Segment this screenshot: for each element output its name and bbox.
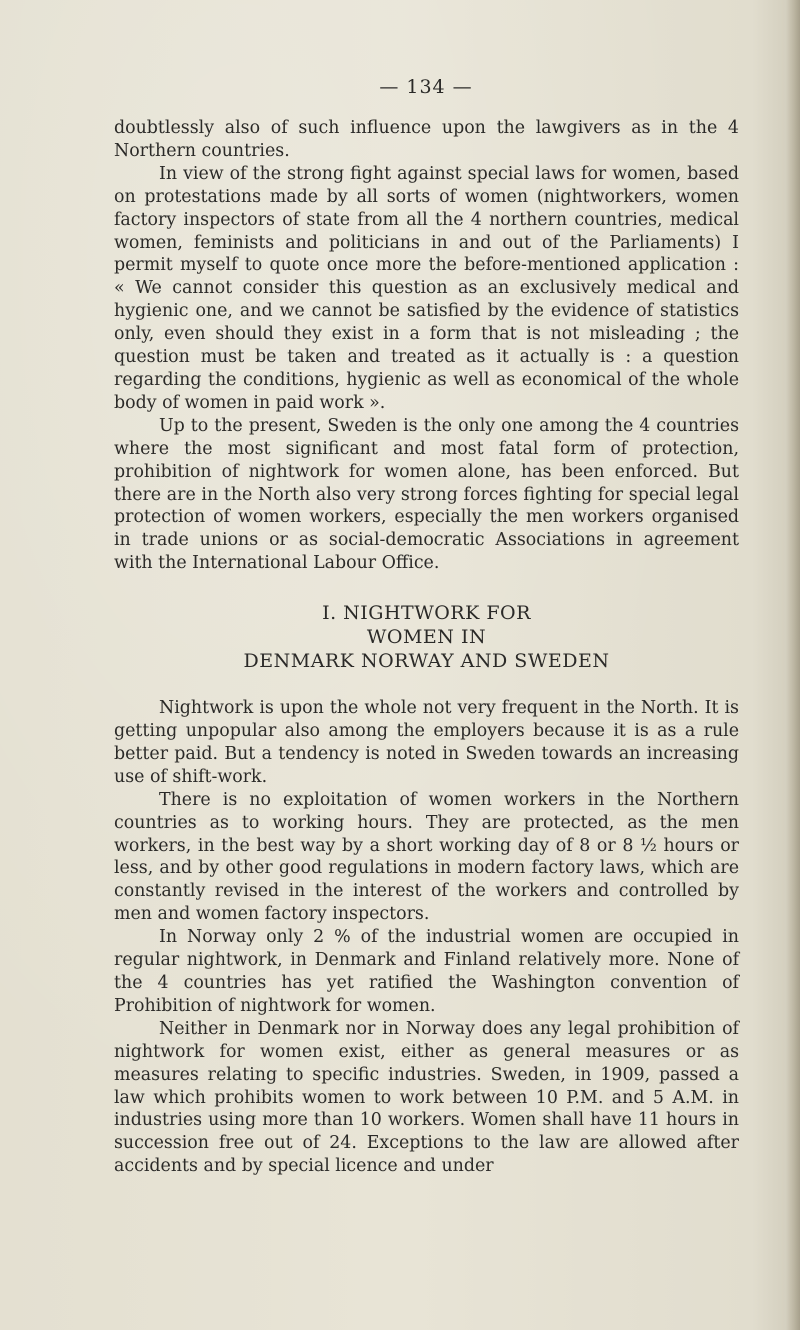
paragraph: Neither in Denmark nor in Norway does any legal prohibition of nightwork for women exist, either as general measures or as measures relating to specific industries. Sweden, in 1909, passed a law which prohibits women to work between 10 P.M. and 5 A.M. in industries using more than 10 workers. Women shall have 11 hours in succession free out of 24. Exceptions to the law are allowed after accidents and by special licence and under (114, 1018, 739, 1177)
paragraph: Nightwork is upon the whole not very frequent in the North. It is getting unpopular also among the employers because it is as a rule better paid. But a tendency is noted in Sweden towards an increasing use of shift-work. (114, 698, 739, 787)
paragraph: In view of the strong fight against special laws for women, based on protestations made by all sorts of women (nightworkers, women factory inspectors of state from all the 4 northern countries, medical women, feminists and politicians in and out of the Parliaments) I permit myself to quote once more the before-mentioned application : « We cannot consider this question as an exclusively medical and hygienic one, and we cannot be satisfied by the evidence of statistics only, even should they exist in a form that is not misleading ; the question must be taken and treated as it actually is : a question regarding the conditions, hygienic as well as economical of the whole body of women in paid work ». (114, 163, 739, 413)
page-body (114, 117, 739, 1178)
section-heading-line: DENMARK NORWAY AND SWEDEN (243, 650, 610, 673)
paragraph-continuation: doubtlessly also of such influence upon the lawgivers as in the 4 Northern countries. (114, 118, 739, 161)
page-number: — 134 — (379, 76, 473, 98)
section-heading (114, 601, 739, 673)
paragraph: In Norway only 2 % of the industrial women are occupied in regular nightwork, in Denmark and Finland relatively more. None of the 4 countries has yet ratified the Washington convention of Prohibition of nightwork for women. (114, 927, 739, 1016)
paragraph: Up to the present, Sweden is the only one among the 4 countries where the most significant and most fatal form of protection, prohibition of nightwork for women alone, has been enforced. But there are in the North also very strong forces fighting for special legal protection of women workers, especially the men workers organised in trade unions or as social-democratic Associations in agreement with the International Labour Office. (114, 415, 739, 574)
section-heading-line: WOMEN IN (366, 626, 487, 649)
section-heading-line: I. NIGHTWORK FOR (322, 602, 531, 625)
page-edge-shadow (786, 0, 800, 1330)
paragraph: There is no exploitation of women workers in the Northern countries as to working hours. They are protected, as the men workers, in the best way by a short working day of 8 or 8 ½ hours or less, and by other good regulations in modern factory laws, which are constantly revised in the interest of the workers and controlled by men and women factory inspectors. (114, 789, 739, 925)
